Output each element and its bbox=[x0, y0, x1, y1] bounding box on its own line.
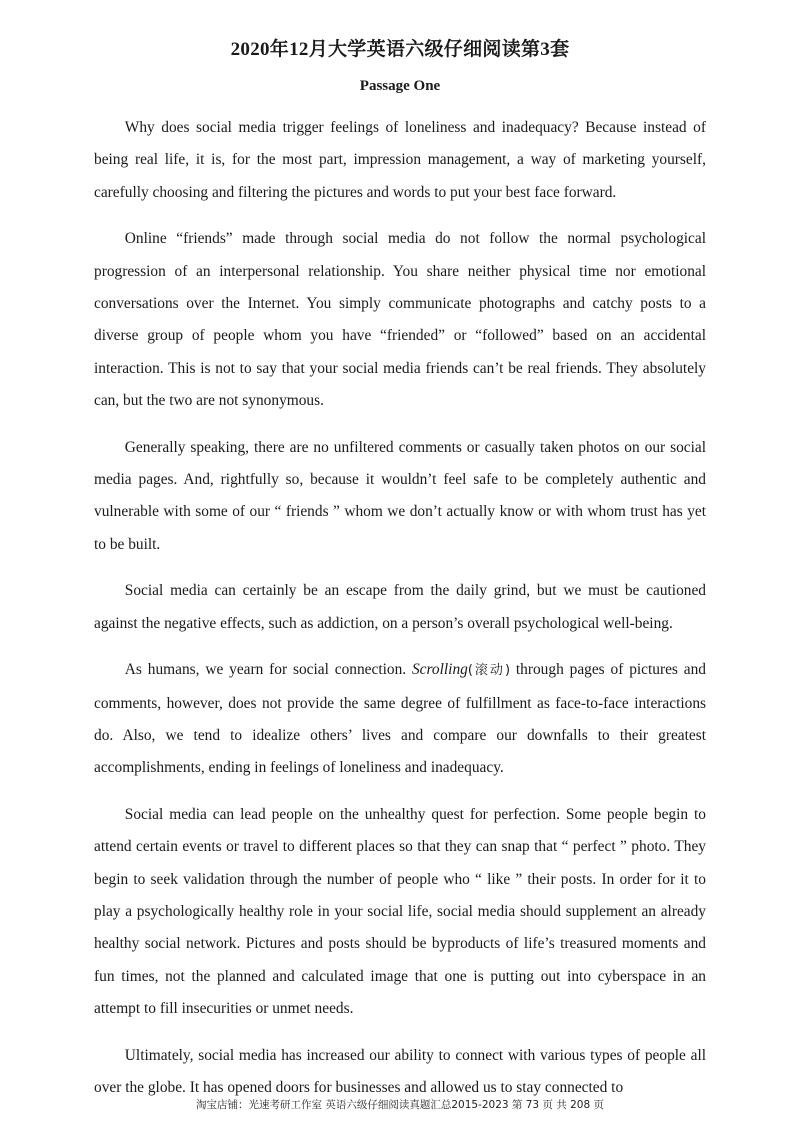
paragraph-4: Social media can certainly be an escape from the daily grind, but we must be cautioned against the negative effects, such as addiction, on a person’s overall psychological well-being. bbox=[94, 582, 706, 632]
paragraph-2: Online “friends” made through social media do not follow the normal psychological progression of an interpersonal relationship. You share neither physical time nor emotional conversations over the Internet. You simply communicate photographs and catchy posts to a diverse group of people whom you have “friended” or “followed” based on an accidental interaction. This is not to say that your social media friends can’t be real friends. They absolutely can, but the two are not synonymous. bbox=[94, 230, 706, 410]
chinese-gloss: (滚动) bbox=[467, 663, 511, 679]
passage-body bbox=[94, 112, 706, 1118]
page-title: 2020年12月大学英语六级仔细阅读第3套 bbox=[230, 39, 570, 60]
paragraph-6: Social media can lead people on the unhealthy quest for perfection. Some people begin to attend certain events or travel to different places so that they can snap that “ perfect ” photo. They begin to seek validation through the number of people who “ like ” their posts. In order for it to play a psychologically healthy role in your social life, social media should supplement an already healthy social network. Pictures and posts should be byproducts of life’s treasured moments and fun times, not the planned and calculated image that one is putting out into cyberspace in an attempt to fill insecurities or unmet needs. bbox=[94, 805, 706, 1018]
paragraph-1: Why does social media trigger feelings of loneliness and inadequacy? Because instead of being real life, it is, for the most part, impression management, a way of marketing yourself, carefully choosing and filtering the pictures and words to put your best face forward. bbox=[94, 119, 706, 201]
paragraph-5-start: As humans, we yearn for social connection. bbox=[124, 661, 412, 679]
paragraph-7: Ultimately, social media has increased our ability to connect with various types of people all over the globe. It has opened doors for businesses and allowed us to stay connected to bbox=[94, 1046, 706, 1096]
passage-heading: Passage One bbox=[359, 78, 441, 94]
paragraph-3: Generally speaking, there are no unfiltered comments or casually taken photos on our social media pages. And, rightfully so, because it wouldn’t feel safe to be completely authentic and vulnerable with some of our “ friends ” whom we don’t actually know or with whom trust has yet to be built. bbox=[94, 438, 706, 553]
italic-term: Scrolling bbox=[411, 661, 468, 679]
paragraph-5-end: through pages of pictures and comments, however, does not provide the same degree of fulfillment as face-to-face interactions do. Also, we tend to idealize others’ lives and compare our downfalls to their greatest accomplishments, ending in feelings of loneliness and inadequacy. bbox=[94, 661, 707, 777]
paragraph-5 bbox=[94, 654, 706, 785]
page-footer: 淘宝店铺：光速考研工作室 英语六级仔细阅读真题汇总2015-2023 第 73 页 共 208 页 bbox=[196, 1099, 604, 1111]
